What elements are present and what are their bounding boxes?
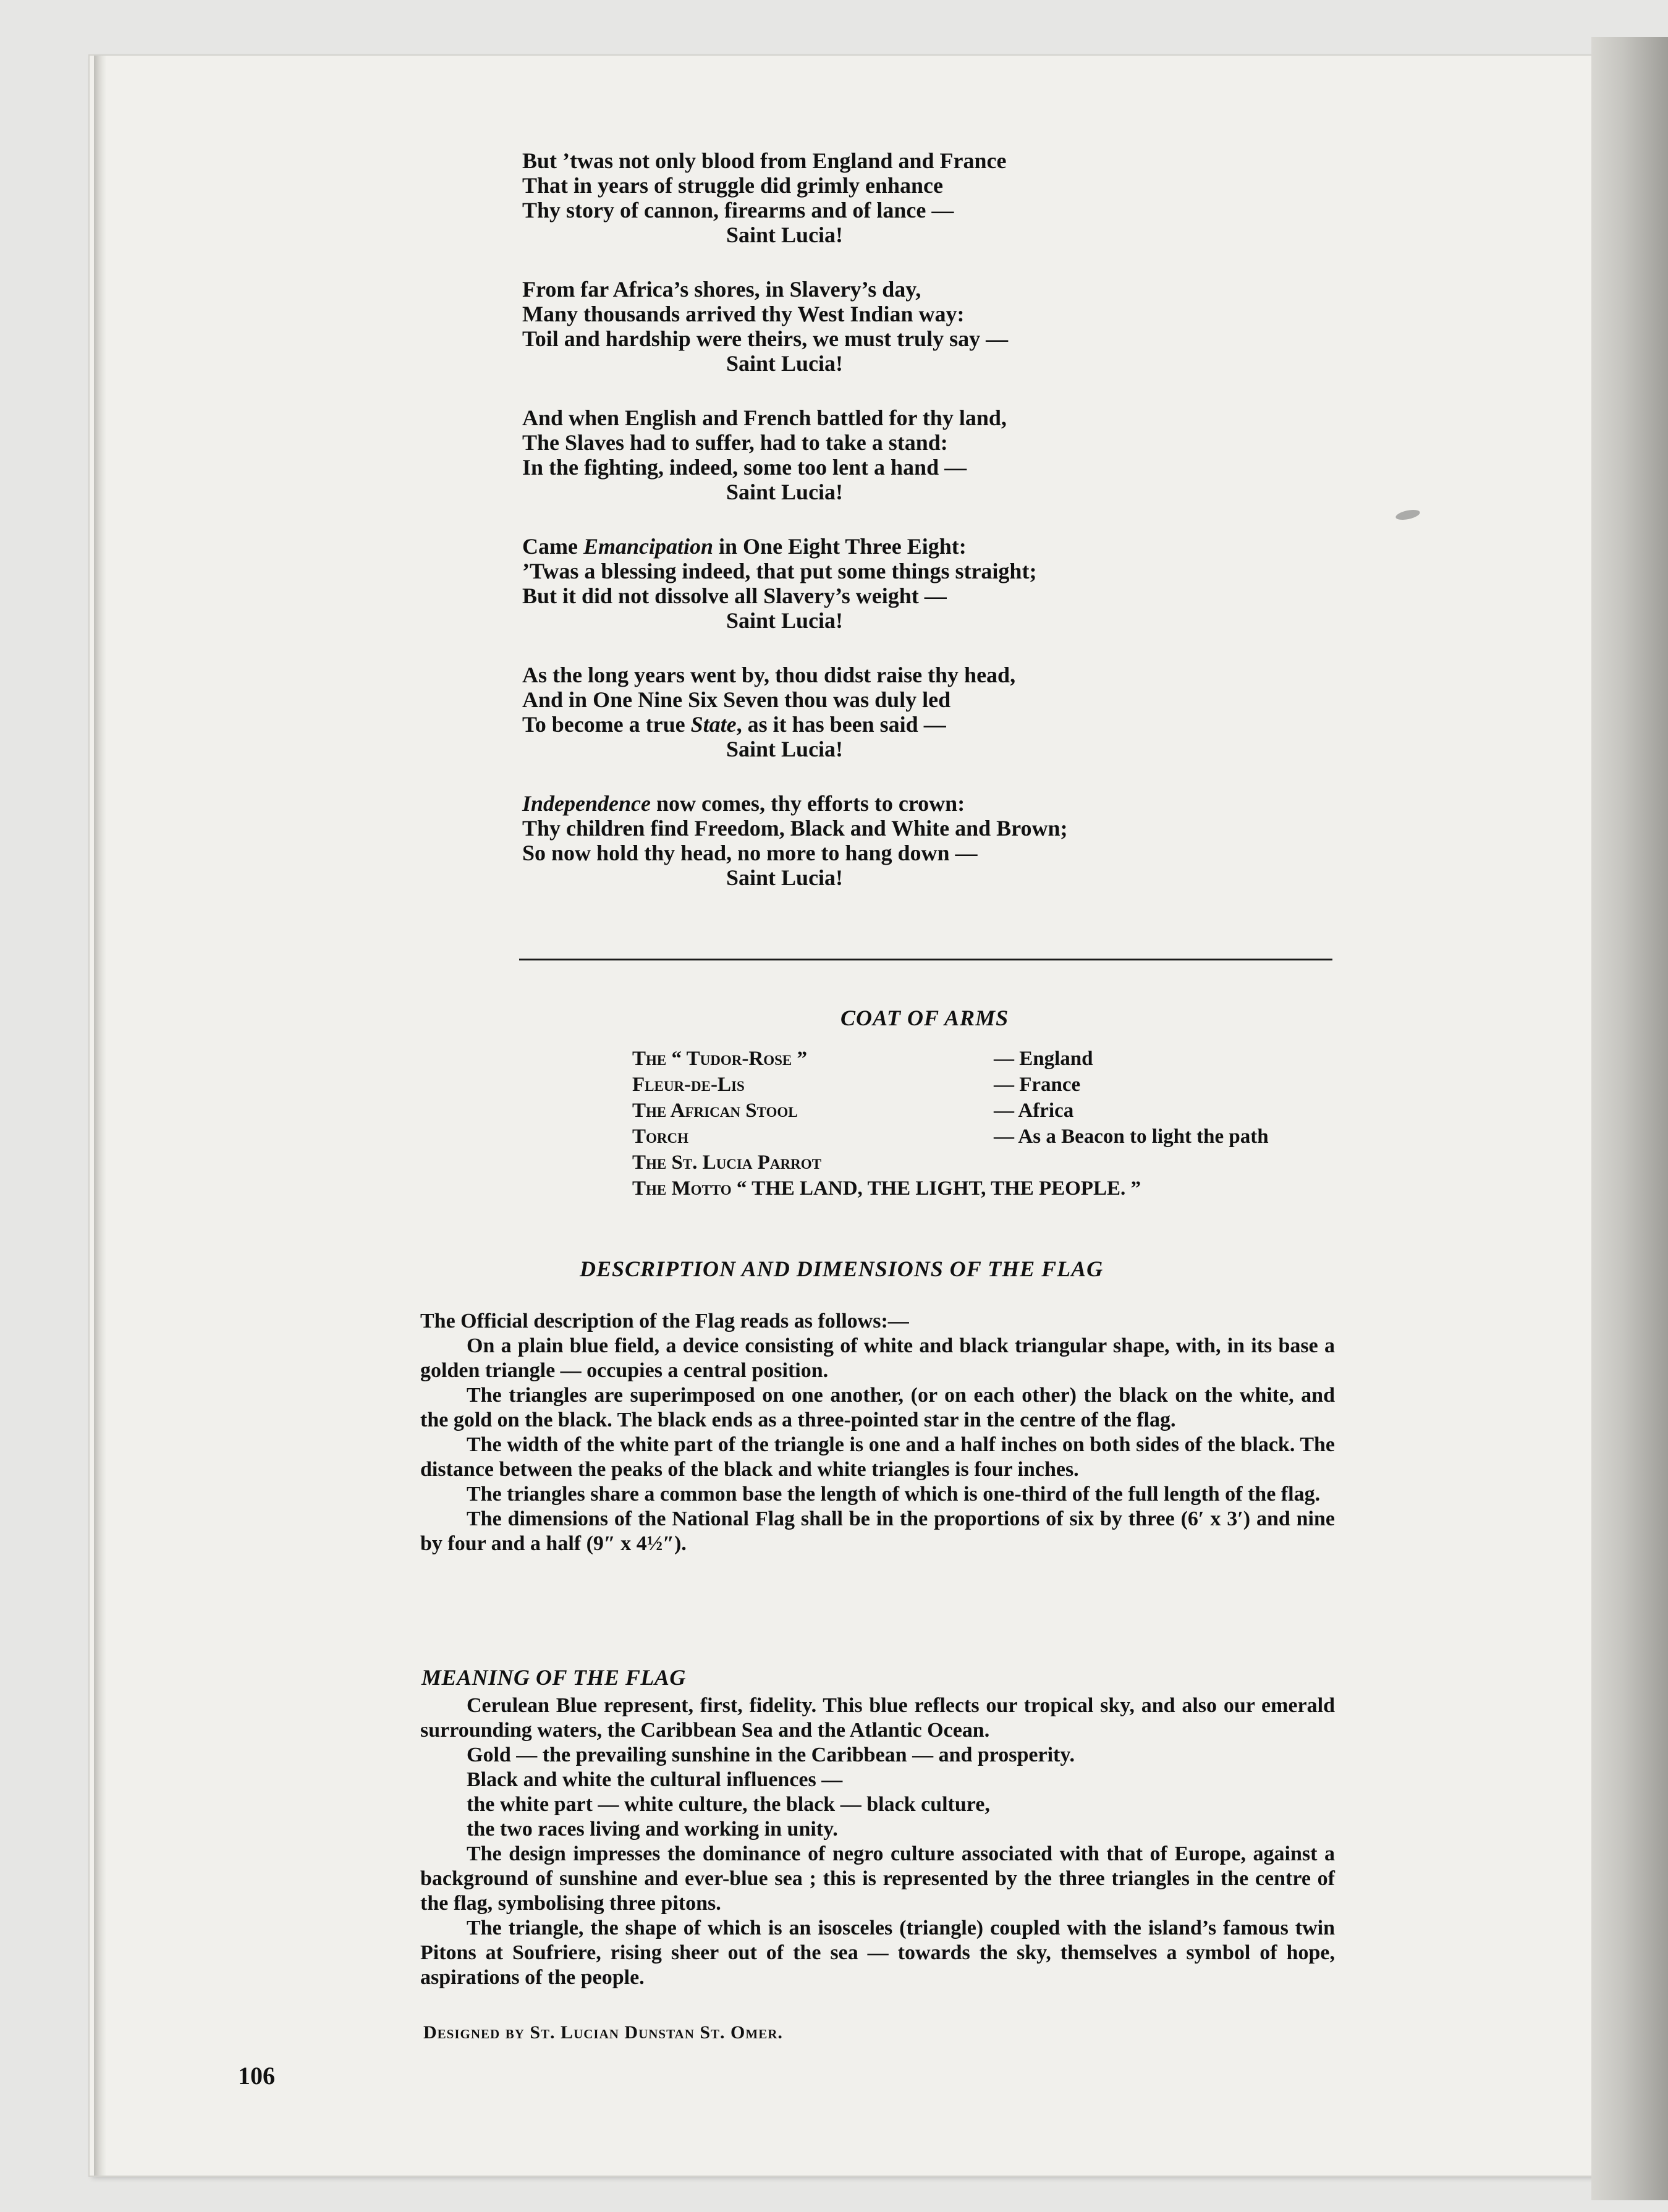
coat-of-arms-row: [632, 1124, 1269, 1150]
flag-description-paragraph: The triangles are superimposed on one another, (or on each other) the black on the white, and the gold on the black. The black ends as a three-pointed star in the centre of the flag.: [420, 1384, 1335, 1431]
poem-stanza: [522, 534, 1326, 633]
poem-refrain: Saint Lucia!: [726, 480, 844, 504]
page-number: 106: [238, 2062, 275, 2090]
flag-meaning-heading: MEANING OF THE FLAG: [421, 1665, 686, 1690]
poem-line: Came Emancipation in One Eight Three Eight:: [522, 534, 967, 559]
coat-of-arms-heading: COAT OF ARMS: [840, 1006, 1009, 1030]
meaning-lines: [420, 1743, 1335, 1842]
meaning-paragraph: The design impresses the dominance of negro culture associated with that of Europe, against a background of sunshine and ever-blue sea ; this is represented by the three triangles in the centre of the flag, symbolising three pitons.: [420, 1842, 1335, 1915]
poem-line: And when English and French battled for thy land,: [522, 405, 1007, 430]
coat-of-arms-meaning: — England: [994, 1048, 1093, 1070]
flag-meaning-text: [420, 1693, 1335, 1990]
poem-line: And in One Nine Six Seven thou was duly led: [522, 687, 951, 712]
poem-line: From far Africa’s shores, in Slavery’s day,: [522, 277, 921, 302]
poem-stanza: [522, 148, 1326, 247]
poem-line: So now hold thy head, no more to hang down —: [522, 841, 978, 865]
poem: [522, 148, 1326, 920]
coat-of-arms-item: Torch: [632, 1125, 689, 1148]
coat-of-arms-meaning: — Africa: [994, 1100, 1074, 1122]
poem-line: But it did not dissolve all Slavery’s weight —: [522, 583, 947, 608]
coat-of-arms-row: [632, 1176, 1269, 1201]
coat-of-arms-meaning: — As a Beacon to light the path: [994, 1125, 1269, 1148]
coat-of-arms-row: [632, 1098, 1269, 1124]
poem-line: The Slaves had to suffer, had to take a stand:: [522, 430, 948, 455]
flag-description-paragraph: On a plain blue field, a device consisting of white and black triangular shape, with, in its base a golden triangle — occupies a central position.: [420, 1334, 1335, 1382]
flag-description-paragraphs: [420, 1334, 1335, 1556]
poem-line: Many thousands arrived thy West Indian way:: [522, 302, 965, 326]
coat-of-arms-row: [632, 1150, 1269, 1176]
meaning-line: the two races living and working in unity.: [467, 1818, 838, 1841]
poem-line: Thy story of cannon, firearms and of lance —: [522, 198, 954, 222]
coat-of-arms-item: The Motto “ THE LAND, THE LIGHT, THE PEOPLE. ”: [632, 1177, 1141, 1200]
poem-line: As the long years went by, thou didst raise thy head,: [522, 663, 1016, 687]
coat-of-arms-meaning: — France: [994, 1074, 1081, 1096]
coat-of-arms-row: [632, 1072, 1269, 1098]
poem-stanza: [522, 405, 1326, 504]
poem-stanza: [522, 663, 1326, 761]
meaning-paragraph: The triangle, the shape of which is an isosceles (triangle) coupled with the island’s famous twin Pitons at Soufriere, rising sheer out of the sea — towards the sky, themselves a symbol of hope, aspirations of the people.: [420, 1917, 1335, 1989]
section-divider: [519, 959, 1332, 960]
flag-description-text: [420, 1309, 1335, 1556]
flag-description-paragraph: The width of the white part of the triangle is one and a half inches on both sides of the black. The distance between the peaks of the black and white triangles is four inches.: [420, 1433, 1335, 1481]
poem-refrain: Saint Lucia!: [726, 222, 844, 247]
poem-line: In the fighting, indeed, some too lent a hand —: [522, 455, 967, 480]
coat-of-arms-row: [632, 1046, 1269, 1072]
poem-refrain: Saint Lucia!: [726, 865, 844, 890]
poem-line: That in years of struggle did grimly enhance: [522, 173, 943, 198]
poem-stanza: [522, 277, 1326, 376]
meaning-paragraph: Cerulean Blue represent, first, fidelity. This blue reflects our tropical sky, and also our emerald surrounding waters, the Caribbean Sea and the Atlantic Ocean.: [420, 1694, 1335, 1742]
flag-description-paragraph: The dimensions of the National Flag shall be in the proportions of six by three (6′ x 3′) and nine by four and a half (9″ x 4½″).: [420, 1507, 1335, 1555]
coat-of-arms-item: Fleur-de-Lis: [632, 1074, 745, 1096]
coat-of-arms-item: The “ Tudor-Rose ”: [632, 1048, 807, 1070]
poem-refrain: Saint Lucia!: [726, 608, 844, 633]
poem-line: Thy children find Freedom, Black and White and Brown;: [522, 816, 1068, 841]
flag-description-heading: DESCRIPTION AND DIMENSIONS OF THE FLAG: [580, 1256, 1104, 1281]
page-gutter: [94, 56, 106, 2176]
designer-credit: Designed by St. Lucian Dunstan St. Omer.: [423, 2022, 783, 2043]
poem-line: To become a true State, as it has been said —: [522, 712, 946, 737]
poem-line: ’Twas a blessing indeed, that put some things straight;: [522, 559, 1037, 583]
flag-description-paragraph: The triangles share a common base the length of which is one-third of the full length of the flag.: [467, 1483, 1321, 1506]
poem-line: Independence now comes, thy efforts to crown:: [522, 791, 965, 816]
meaning-line: Gold — the prevailing sunshine in the Caribbean — and prosperity.: [467, 1744, 1075, 1766]
flag-description-intro: The Official description of the Flag reads as follows:—: [420, 1310, 909, 1333]
coat-of-arms-item: The African Stool: [632, 1100, 798, 1122]
poem-refrain: Saint Lucia!: [726, 737, 844, 761]
poem-line: Toil and hardship were theirs, we must truly say —: [522, 326, 1009, 351]
meaning-line: the white part — white culture, the black — black culture,: [467, 1793, 990, 1816]
meaning-line: Black and white the cultural influences —: [467, 1768, 843, 1791]
poem-stanza: [522, 791, 1326, 890]
coat-of-arms-list: [632, 1046, 1269, 1201]
poem-line: But ’twas not only blood from England and France: [522, 148, 1007, 173]
poem-refrain: Saint Lucia!: [726, 351, 844, 376]
coat-of-arms-item: The St. Lucia Parrot: [632, 1151, 821, 1174]
next-page-edge: [1591, 37, 1668, 2200]
